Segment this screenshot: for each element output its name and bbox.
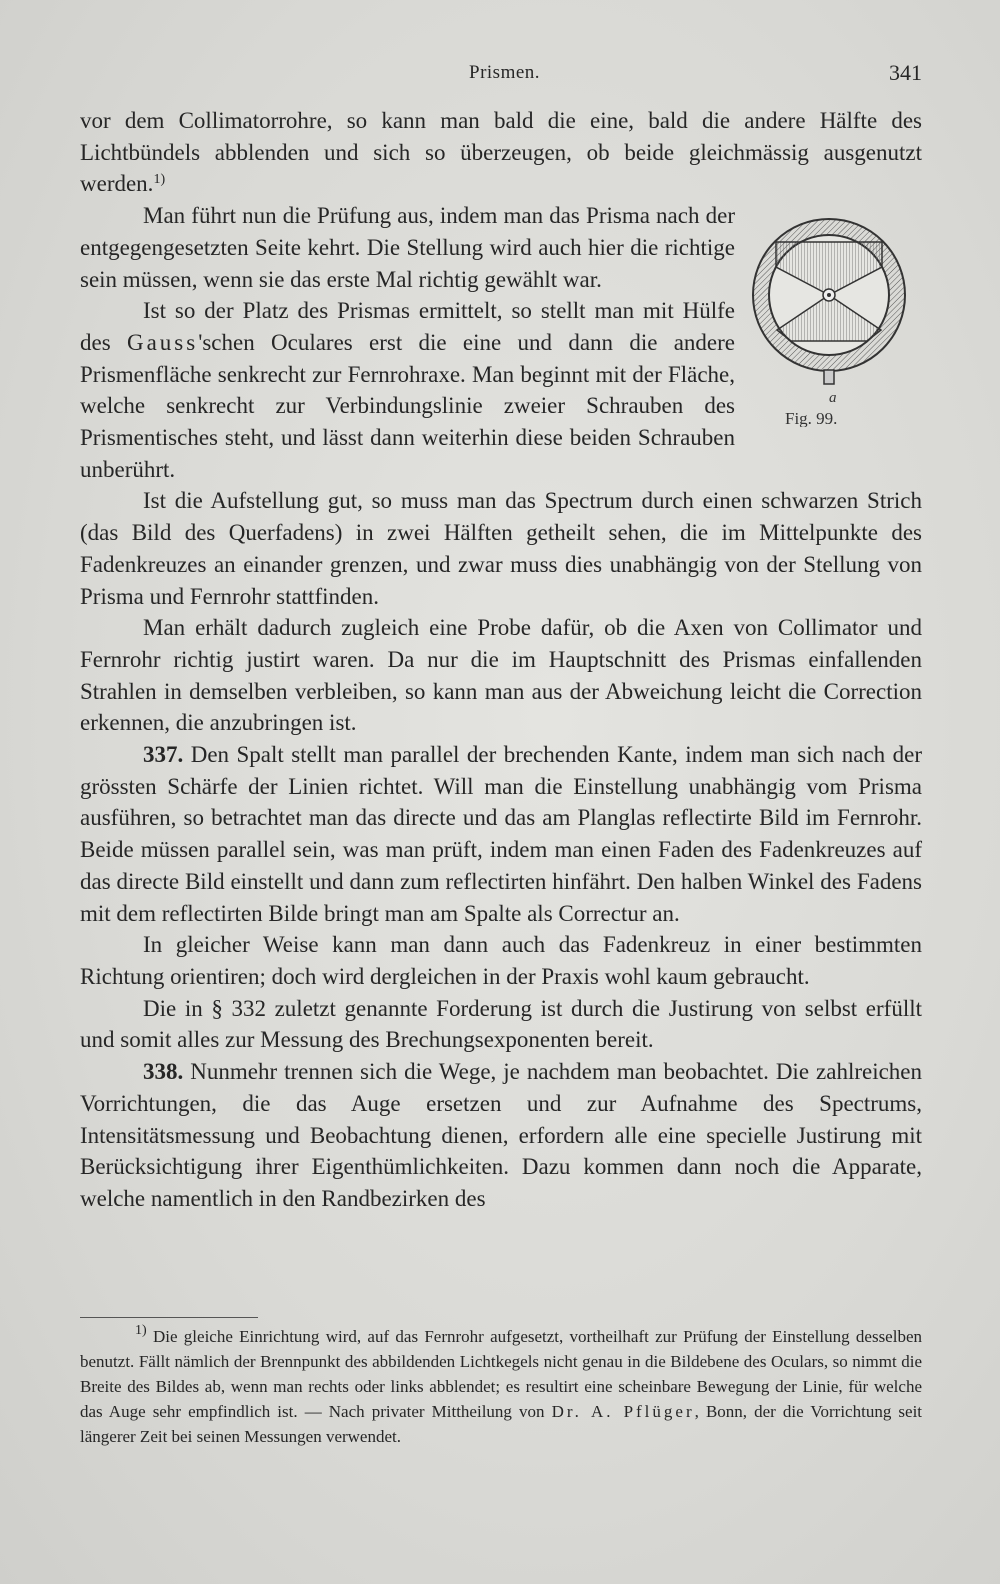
paragraph-3-text-before: Ist so der Platz des Prismas ermittelt, so stellt man mit Hülfe des <box>80 298 735 355</box>
section-number-337: 337. <box>143 742 184 768</box>
footnote-marker: 1) <box>135 1323 147 1338</box>
paragraph-6-text: Den Spalt stellt man parallel der brechenden Kante, indem man sich nach der grössten Schärfe der Linien richtet. Will man die Einstellung unabhängig vom Prisma ausführen, so betrachtet man das directe und das am Planglas reflectirte Bild im Fernrohr. Beide müssen parallel sein, was man prüft, indem man einen Faden des Fadenkreuzes auf das directe Bild einstellt und dann zum reflectirten hinfährt. Den halben Winkel des Fadens mit dem reflectirten Bilde bringt man am Spalte als Correctur an. <box>80 742 923 926</box>
paragraph-1 <box>80 105 922 200</box>
footnote-author-name: Dr. A. Pflüger <box>551 1402 695 1421</box>
footnote-text-after: , Bonn, der die Vorrichtung seit längerer Zeit bei seinen Messungen verwendet. <box>80 1402 923 1446</box>
paragraph-7: In gleicher Weise kann man dann auch das Fadenkreuz in einer bestimmten Richtung orientiren; doch wird dergleichen in der Praxis wohl kaum gebraucht. <box>80 932 922 989</box>
section-number-338: 338. <box>143 1059 184 1085</box>
footnotes <box>80 1324 922 1449</box>
paragraph-6 <box>80 739 922 929</box>
running-head: Prismen. <box>469 62 541 83</box>
figure-caption: Fig. 99. <box>785 409 838 428</box>
paragraph-9 <box>80 1056 922 1215</box>
footnote-divider <box>80 1317 258 1318</box>
paragraph-3-text-after: 'schen Oculares erst die eine und dann die andere Prismenfläche senkrecht zur Fernrohraxe. Man beginnt mit der Fläche, welche senkrecht zur Verbindungslinie zweier Schrauben des Prismentisches steht, und lässt dann weiterhin diese beiden Schrauben unberührt. <box>80 329 736 482</box>
paragraph-2-text: Man führt nun die Prüfung aus, indem man das Prisma nach der entgegengesetzten Seite kehrt. Die Stellung wird auch hier die richtige sein müssen, wenn sie das erste Mal richtig gewählt war. <box>80 203 735 292</box>
footnote-reference: 1) <box>153 172 166 188</box>
paragraph-5: Man erhält dadurch zugleich eine Probe dafür, ob die Axen von Collimator und Fernrohr richtig justirt waren. Da nur die im Hauptschnitt des Prismas einfallenden Strahlen in demselben verbleiben, so kann man aus der Abweichung leicht die Correction erkennen, die anzubringen ist. <box>80 615 922 736</box>
prism-diaphragm-diagram <box>747 212 922 427</box>
figure-label-a: a <box>829 390 837 407</box>
paragraph-4: Ist die Aufstellung gut, so muss man das Spectrum durch einen schwarzen Strich (das Bild des Querfadens) in zwei Hälften getheilt sehen, die im Mittelpunkte des Fadenkreuzes an einander grenzen, und zwar muss dies unabhängig von der Stellung von Prisma und Fernrohr stattfinden. <box>80 488 922 609</box>
paragraph-1-text: vor dem Collimatorrohre, so kann man bald die eine, bald die andere Hälfte des Lichtbündels abblenden und sich so überzeugen, ob beide gleichmässig ausgenutzt werden. <box>80 108 922 197</box>
page-header <box>0 60 1000 90</box>
main-text <box>80 105 922 1215</box>
paragraph-8: Die in § 332 zuletzt genannte Forderung ist durch die Justirung von selbst erfüllt und somit alles zur Messung des Brechungsexponenten bereit. <box>80 995 922 1053</box>
author-name-gauss: Gauss <box>126 329 199 355</box>
paragraph-9-text: Nunmehr trennen sich die Wege, je nachdem man beobachtet. Die zahlreichen Vorrichtungen, die das Auge ersetzen und zur Aufnahme des Spectrums, Intensitätsmessung und Beobachtung dienen, erfordern alle eine specielle Justirung mit Berücksichtigung ihrer Eigenthümlichkeiten. Dazu kommen dann noch die Apparate, welche namentlich in den Randbezirken des <box>80 1059 923 1211</box>
figure-99 <box>747 212 922 427</box>
footnote-text-before: Die gleiche Einrichtung wird, auf das Fernrohr aufgesetzt, vortheilhaft zur Prüfung der Einstellung desselben benutzt. Fällt nämlich der Brennpunkt des abbildenden Lichtkegels nicht genau in die Bildebene des Oculars, so nimmt die Breite des Bildes ab, wenn man rechts oder links abblendet; es resultirt eine scheinbare Bewegung der Linie, für welche das Auge sehr empfindlich ist. — Nach privater Mittheilung von <box>80 1327 922 1421</box>
footnote-1 <box>80 1324 922 1449</box>
handle-stem <box>824 370 834 384</box>
page-number: 341 <box>889 60 922 85</box>
